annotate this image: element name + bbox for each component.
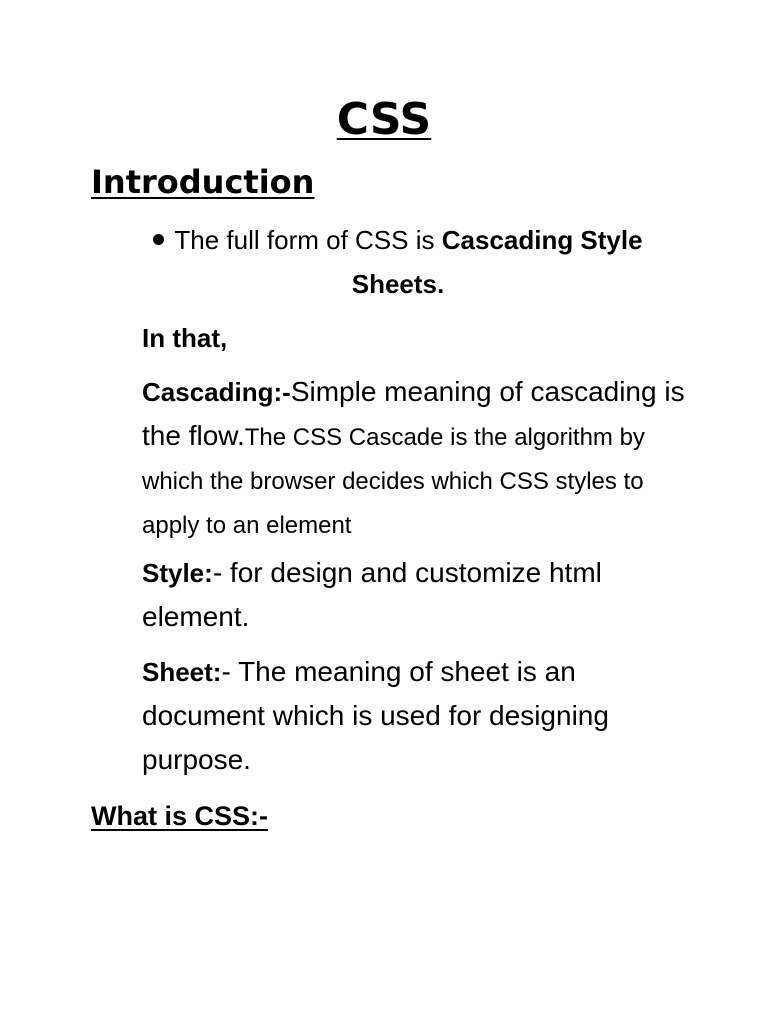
sheet-paragraph: [142, 650, 702, 782]
cascading-text: Simple meaning of cascading is the flow.: [142, 376, 685, 451]
in-that-label: In that,: [142, 323, 228, 353]
section-heading-what-is-css: What is CSS:-: [91, 801, 269, 831]
bullet-text: The full form of CSS is: [174, 225, 442, 255]
document-title: CSS: [336, 94, 432, 145]
style-paragraph: [142, 551, 702, 639]
cascading-term: Cascading:-: [142, 377, 291, 407]
section-heading-introduction: Introduction: [91, 163, 315, 201]
sheet-term: Sheet:: [142, 657, 222, 687]
cascading-detail-text: The CSS Cascade is the algorithm by which the browser decides which CSS styles to apply to an element: [142, 424, 645, 539]
bullet-icon: [153, 234, 164, 245]
bullet-bold-text: Cascading Style Sheets.: [351, 225, 643, 299]
style-text: - for design and customize html element.: [142, 557, 602, 632]
cascading-paragraph: [142, 370, 702, 546]
style-term: Style:: [142, 558, 213, 588]
bullet-item-full-form: [118, 218, 678, 306]
sheet-text: - The meaning of sheet is an document which is used for designing purpose.: [142, 656, 609, 775]
